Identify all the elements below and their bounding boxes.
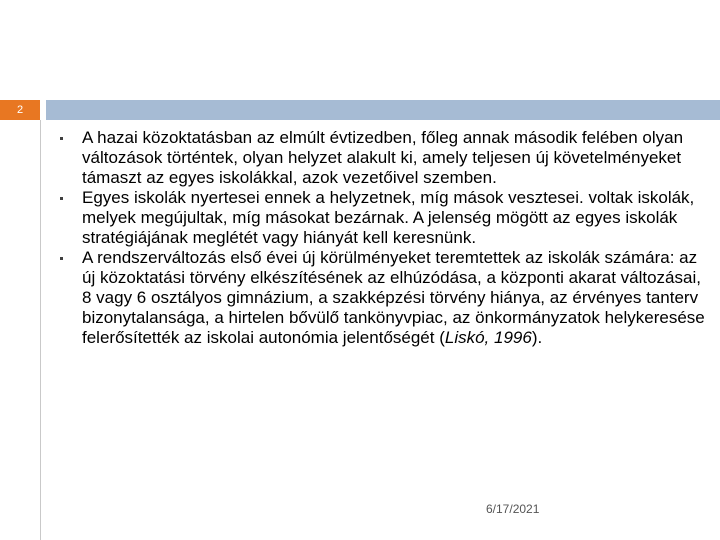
bullet-item — [60, 128, 710, 188]
bullet-marker-icon — [60, 197, 63, 200]
bullet-text: A rendszerváltozás első évei új körülményeket teremtettek az iskolák számára: az új közoktatási törvény elkészítésének az elhúzódása, a központi akarat változásai, 8 vagy 6 osztályos gimnázium, a szakképzési törvény hiánya, az érvényes tanterv bizonytalansága, a hirtelen bővülő tankönyvpiac, az önkormányzatok helykeresése felerősítették az iskolai autonómia jelentőségét ( — [82, 248, 705, 347]
bullet-marker-icon — [60, 257, 63, 260]
divider-line — [40, 120, 41, 540]
slide-number: 2 — [0, 100, 40, 120]
bullet-text-suffix: ). — [531, 328, 543, 347]
bullet-text: A hazai közoktatásban az elmúlt évtizedben, főleg annak második felében olyan változások történtek, olyan helyzet alakult ki, amely teljesen új követelményeket támaszt az egyes iskolákkal, azok vezetőivel szemben. — [82, 128, 684, 187]
bullet-item — [60, 188, 710, 248]
slide-date: 6/17/2021 — [486, 502, 540, 516]
title-bar — [46, 100, 720, 120]
bullet-item — [60, 248, 710, 348]
bullet-marker-icon — [60, 137, 63, 140]
citation: Liskó, 1996 — [444, 328, 532, 347]
bullet-list — [60, 128, 710, 348]
bullet-text: Egyes iskolák nyertesei ennek a helyzetnek, míg mások vesztesei. voltak iskolák, melyek megújultak, míg másokat bezárnak. A jelenség mögött az egyes iskolák stratégiájának meglétét vagy hiányát kell keresnünk. — [82, 188, 695, 247]
